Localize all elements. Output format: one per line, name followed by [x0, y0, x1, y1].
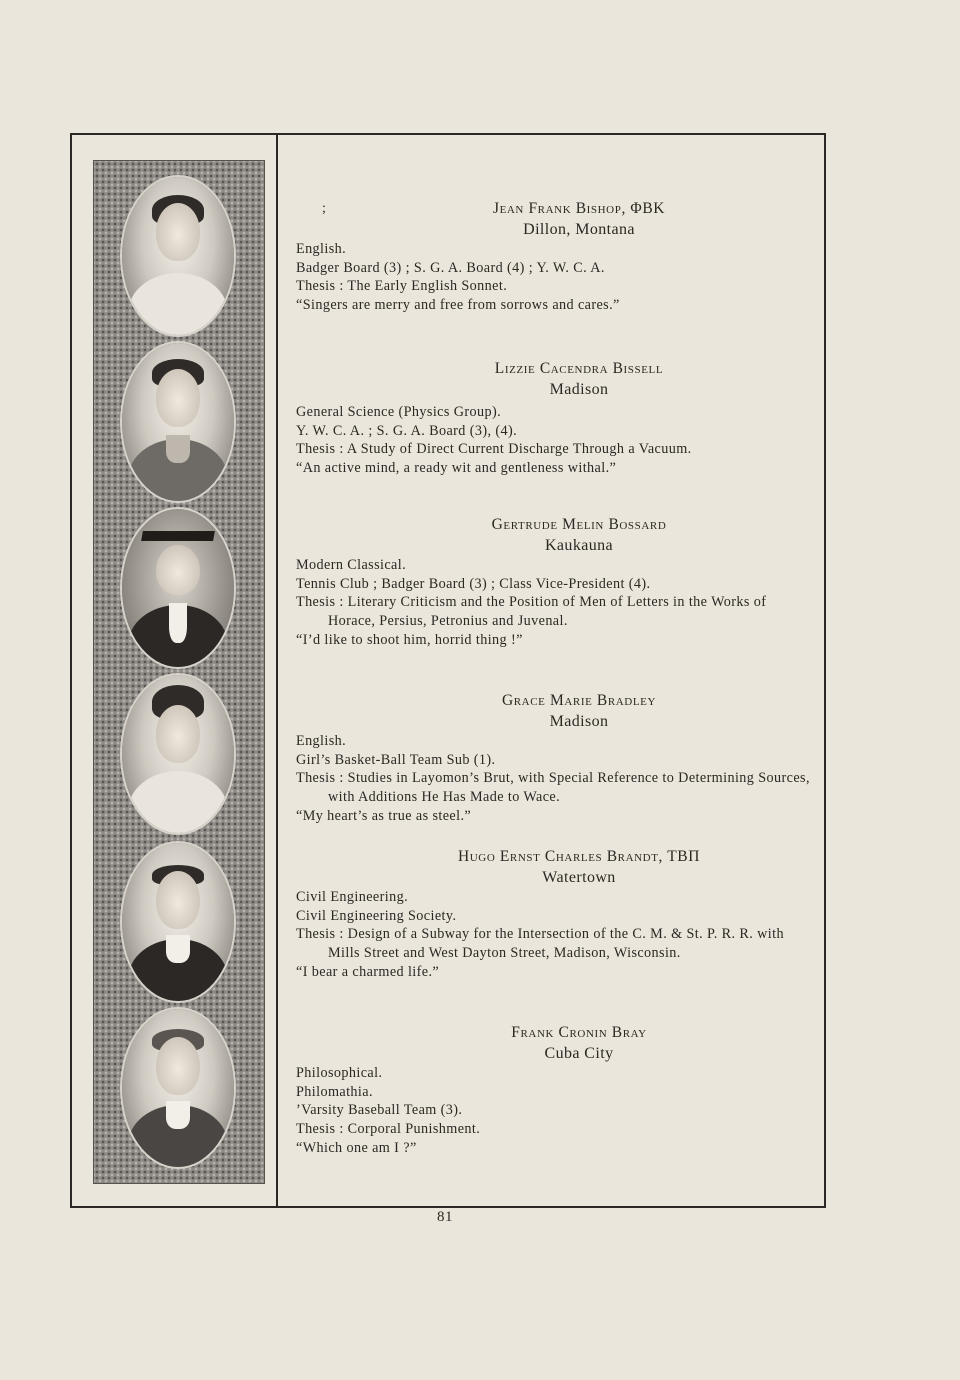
portrait-1	[122, 177, 234, 335]
page-number: 81	[437, 1209, 453, 1225]
entry-bishop	[296, 200, 812, 315]
entry-town: Watertown	[542, 868, 616, 886]
entry-line: Civil Engineering Society.	[296, 907, 457, 924]
entry-line: “Which one am I ?”	[296, 1139, 417, 1156]
entry-line: “Singers are merry and free from sorrows and cares.”	[296, 296, 620, 313]
portrait-strip	[93, 160, 265, 1184]
entry-line: Philosophical.	[296, 1065, 383, 1082]
frame-top-rule	[70, 133, 826, 135]
entry-brandt	[296, 848, 812, 981]
entry-name: Grace Marie Bradley	[501, 692, 657, 709]
entry-line: Girl’s Basket-Ball Team Sub (1).	[296, 751, 496, 768]
portrait-4	[122, 675, 234, 833]
entry-line: Thesis : A Study of Direct Current Discharge Through a Vacuum.	[296, 441, 692, 458]
entry-name: Gertrude Melin Bossard	[491, 516, 667, 533]
entry-town: Dillon, Montana	[523, 220, 635, 238]
entry-town: Madison	[549, 712, 609, 730]
entry-bradley	[296, 692, 812, 825]
entry-line: English.	[296, 241, 347, 258]
portrait-2	[122, 343, 234, 501]
entry-line: Modern Classical.	[296, 557, 407, 574]
entry-line: General Science (Physics Group).	[296, 404, 502, 421]
entry-line: Badger Board (3) ; S. G. A. Board (4) ; Y. W. C. A.	[296, 259, 605, 276]
entry-line: “I’d like to shoot him, horrid thing !”	[296, 631, 523, 648]
entry-bossard	[296, 516, 812, 649]
entry-line: Philomathia.	[296, 1083, 373, 1100]
entry-thesis: Thesis : Literary Criticism and the Position of Men of Letters in the Works of Horace, Persius, Petronius and Juvenal.	[296, 594, 767, 629]
entry-thesis: Thesis : Studies in Layomon’s Brut, with Special Reference to Determining Sources, with Additions He Has Made to Wace.	[296, 770, 810, 805]
entry-name: Jean Frank Bishop, ΦBK	[492, 200, 666, 217]
portrait-5	[122, 843, 234, 1001]
entry-bissell	[296, 360, 812, 478]
entry-line: Tennis Club ; Badger Board (3) ; Class Vice-President (4).	[296, 575, 651, 592]
entry-line: Thesis : Corporal Punishment.	[296, 1120, 481, 1137]
entry-name: Hugo Ernst Charles Brandt, TBΠ	[457, 848, 701, 865]
frame-right-rule	[824, 133, 826, 1208]
entry-bray	[296, 1024, 812, 1157]
portrait-3	[122, 509, 234, 667]
frame-bottom-rule	[70, 1206, 826, 1208]
entry-line: English.	[296, 733, 347, 750]
entry-line: ’Varsity Baseball Team (3).	[296, 1102, 463, 1119]
portrait-6	[122, 1009, 234, 1167]
entry-town: Kaukauna	[544, 536, 614, 554]
entry-name: Lizzie Cacendra Bissell	[494, 360, 664, 377]
entry-town: Madison	[549, 380, 609, 398]
stray-mark: ;	[322, 201, 327, 216]
column-divider-rule	[276, 133, 278, 1208]
entry-town: Cuba City	[544, 1044, 614, 1062]
entry-line: Civil Engineering.	[296, 889, 409, 906]
entry-line: Thesis : The Early English Sonnet.	[296, 278, 508, 295]
entry-name: Frank Cronin Bray	[511, 1024, 647, 1041]
entry-line: “An active mind, a ready wit and gentleness withal.”	[296, 459, 617, 476]
entry-thesis: Thesis : Design of a Subway for the Intersection of the C. M. & St. P. R. R. with Mills Street and West Dayton Street, Madison, Wisconsin.	[296, 926, 784, 961]
frame-left-rule	[70, 133, 72, 1208]
entry-line: “My heart’s as true as steel.”	[296, 807, 472, 824]
entry-line: “I bear a charmed life.”	[296, 963, 440, 980]
entry-line: Y. W. C. A. ; S. G. A. Board (3), (4).	[296, 422, 518, 439]
